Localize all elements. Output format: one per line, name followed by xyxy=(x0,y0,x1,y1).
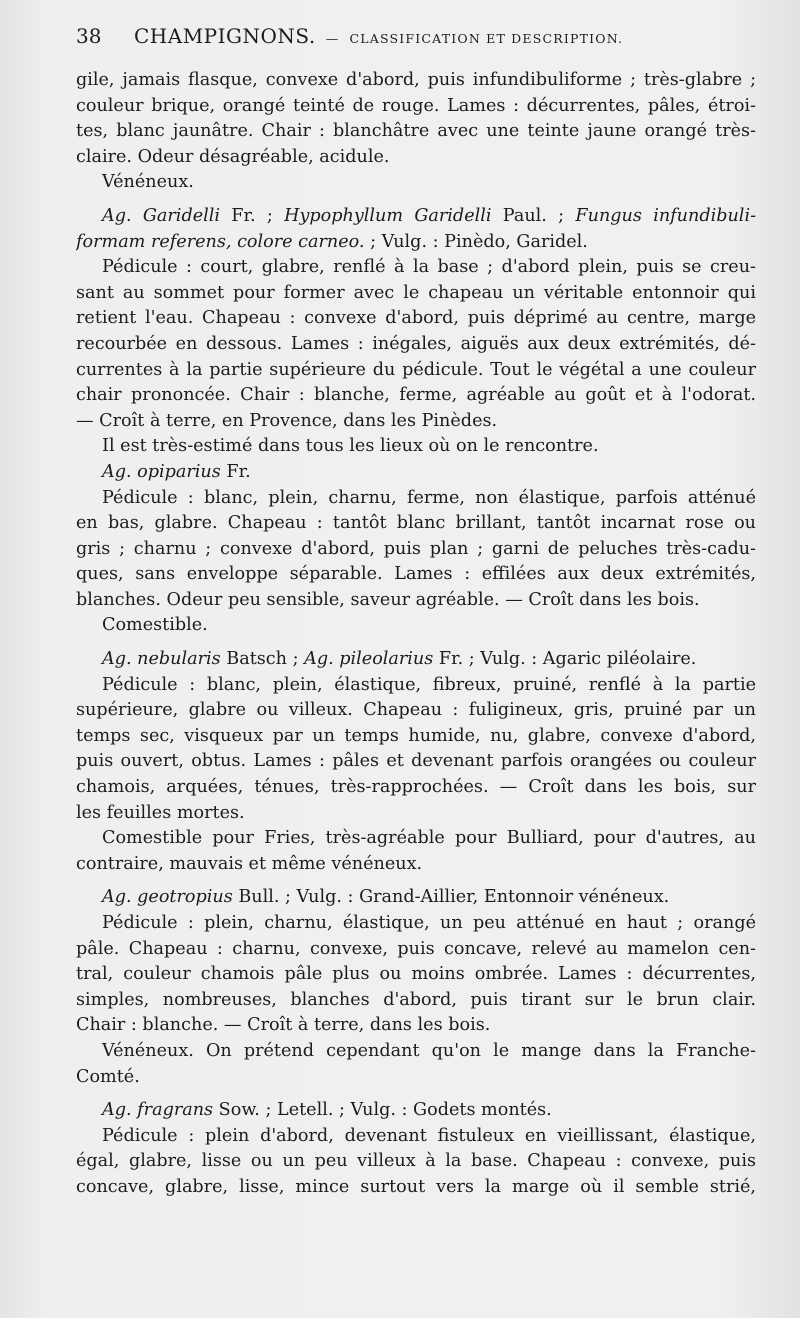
text-line: formam referens, colore carneo. ; Vulg. : Pinèdo, Garidel. xyxy=(76,231,588,252)
text-line: concave, glabre, lisse, mince surtout vers la marge où il semble strié, xyxy=(76,1176,756,1197)
text-line: currentes à la partie supérieure du pédicule. Tout le végétal a une couleur xyxy=(76,359,756,380)
text-line: chair prononcée. Chair : blanche, ferme, agréable au goût et à l'odorat. xyxy=(76,385,756,406)
text-line: Ag. opiparius Fr. xyxy=(102,461,251,482)
paragraph-gap xyxy=(76,877,756,885)
text-line: Comestible pour Fries, très-agréable pour Bulliard, pour d'autres, au xyxy=(102,828,756,849)
page-number: 38 xyxy=(76,24,102,48)
text-line: puis ouvert, obtus. Lames : pâles et devenant parfois orangées ou couleur xyxy=(76,751,756,772)
text-line: pâle. Chapeau : charnu, convexe, puis concave, relevé au mamelon cen- xyxy=(76,938,756,959)
text-line: égal, glabre, lisse ou un peu villeux à la base. Chapeau : convexe, puis xyxy=(76,1151,756,1172)
text-line: temps sec, visqueux par un temps humide, nu, glabre, convexe d'abord, xyxy=(76,725,756,746)
paragraph-gap xyxy=(76,196,756,204)
paragraph-gap xyxy=(76,1090,756,1098)
text-line: Comté. xyxy=(76,1066,140,1087)
text-line: tes, blanc jaunâtre. Chair : blanchâtre avec une teinte jaune orangé très- xyxy=(76,121,756,142)
text-line: Vénéneux. xyxy=(102,172,194,193)
text-line: — Croît à terre, en Provence, dans les Pinèdes. xyxy=(76,410,498,431)
text-line: Ag. nebularis Batsch ; Ag. pileolarius Fr. ; Vulg. : Agaric piléolaire. xyxy=(102,649,697,670)
text-line: Ag. geotropius Bull. ; Vulg. : Grand-Aillier, Entonnoir vénéneux. xyxy=(102,887,670,908)
running-header xyxy=(76,24,756,60)
text-line: retient l'eau. Chapeau : convexe d'abord, puis déprimé au centre, marge xyxy=(76,308,756,329)
text-line: gris ; charnu ; convexe d'abord, puis plan ; garni de peluches très-cadu- xyxy=(76,538,756,559)
text-line: chamois, arquées, ténues, très-rapprochées. — Croît dans les bois, sur xyxy=(76,777,756,798)
text-line: Vénéneux. On prétend cependant qu'on le mange dans la Franche- xyxy=(102,1040,756,1061)
text-line: Ag. Garidelli Fr. ; Hypophyllum Garidelli Paul. ; Fungus infundibuli- xyxy=(102,205,756,226)
text-line: Pédicule : plein d'abord, devenant fistuleux en vieillissant, élastique, xyxy=(102,1125,756,1146)
text-line: claire. Odeur désagréable, acidule. xyxy=(76,146,390,167)
running-subtitle: CLASSIFICATION ET DESCRIPTION. xyxy=(349,31,624,46)
text-line: les feuilles mortes. xyxy=(76,802,245,823)
text-line: couleur brique, orangé teinté de rouge. Lames : décurrentes, pâles, étroi- xyxy=(76,95,756,116)
body-text xyxy=(76,68,756,1201)
running-title: CHAMPIGNONS. xyxy=(134,24,316,48)
text-line: Pédicule : blanc, plein, charnu, ferme, non élastique, parfois atténué xyxy=(102,487,756,508)
text-line: recourbée en dessous. Lames : inégales, aiguës aux deux extrémités, dé- xyxy=(76,333,756,354)
text-line: simples, nombreuses, blanches d'abord, puis tirant sur le brun clair. xyxy=(76,989,756,1010)
text-line: Pédicule : plein, charnu, élastique, un peu atténué en haut ; orangé xyxy=(102,913,756,933)
text-line: Il est très-estimé dans tous les lieux où on le rencontre. xyxy=(102,436,599,457)
text-line: ques, sans enveloppe séparable. Lames : effilées aux deux extrémités, xyxy=(76,564,756,585)
text-line: sant au sommet pour former avec le chapeau un véritable entonnoir qui xyxy=(76,282,756,303)
text-line: blanches. Odeur peu sensible, saveur agréable. — Croît dans les bois. xyxy=(76,589,700,610)
text-line: contraire, mauvais et même vénéneux. xyxy=(76,853,423,874)
text-line: Chair : blanche. — Croît à terre, dans les bois. xyxy=(76,1015,491,1036)
text-line: gile, jamais flasque, convexe d'abord, puis infundibuliforme ; très-glabre ; xyxy=(76,70,756,90)
text-line: Comestible. xyxy=(102,615,208,636)
text-line: Ag. fragrans Sow. ; Letell. ; Vulg. : Godets montés. xyxy=(102,1100,552,1121)
text-line: tral, couleur chamois pâle plus ou moins ombrée. Lames : décurrentes, xyxy=(76,964,756,985)
text-line: Pédicule : court, glabre, renflé à la base ; d'abord plein, puis se creu- xyxy=(102,257,756,278)
text-line: supérieure, glabre ou villeux. Chapeau : fuligineux, gris, pruiné par un xyxy=(76,700,756,721)
paragraph-gap xyxy=(76,639,756,647)
running-dash: — xyxy=(325,31,340,46)
text-line: en bas, glabre. Chapeau : tantôt blanc brillant, tantôt incarnat rose ou xyxy=(76,513,756,534)
text-line: Pédicule : blanc, plein, élastique, fibreux, pruiné, renflé à la partie xyxy=(102,674,756,695)
